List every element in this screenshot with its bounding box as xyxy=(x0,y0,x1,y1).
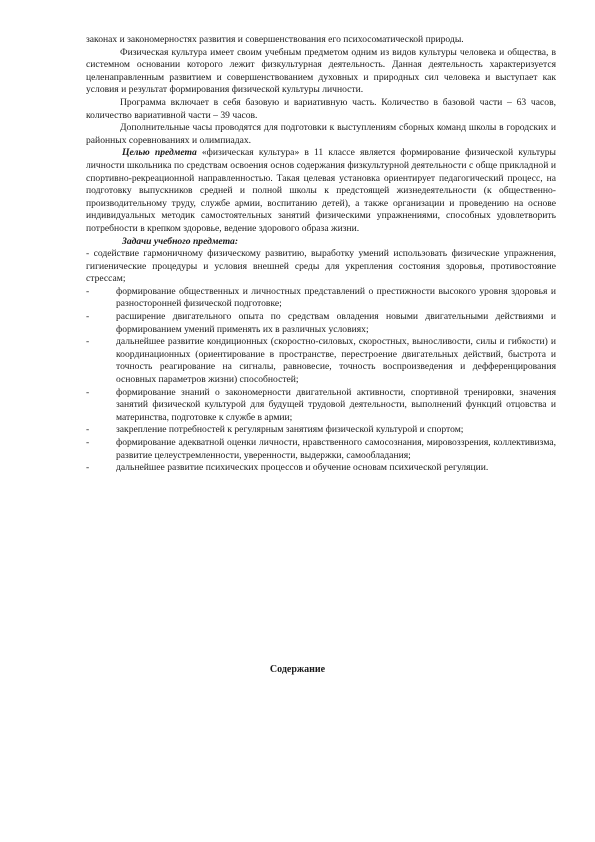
task-item xyxy=(86,387,556,425)
contents-heading: Содержание xyxy=(269,664,326,675)
task-text: формирование общественных и личностных представлений о престижности высокого уровня здоровья и разносторонней физической подготовке; xyxy=(116,285,556,310)
task-dash: - xyxy=(86,311,90,323)
task-item xyxy=(86,424,556,437)
task-dash: - xyxy=(86,336,90,348)
paragraph-subject: Физическая культура имеет своим учебным предметом одним из видов культуры человека и общества, в системном основании которого лежит физкультурная деятельность. Данная деятельность характеризуется целенаправленным развитием и совершенствованием духовных и природных сил человека и выступает как условия и результат формирования физической культуры личности. xyxy=(86,46,556,96)
goal-text: «физическая культура» в 11 классе является формирование физической культуры личности школьника по средствам освоения основ содержания физкультурной деятельности с обще прикладной и спортивно-рекреационной направленностью. Такая целевая установка ориентирует педагогический процесс, на подготовку выпускников средней и полной школы к предстоящей жизнедеятельности (к общественно-производительному труду, службе армии, воспитанию детей), а также организации и проведению на основе индивидуальных методик самостоятельных занятий физическими упражнениями, способных удовлетворить потребности в крепком здоровье, ведение здорового образа жизни. xyxy=(86,147,556,234)
task-dash: - xyxy=(86,462,90,474)
task-dash: - xyxy=(86,285,90,297)
task-text: формирование знаний о закономерности двигательной активности, спортивной тренировки, значения занятий физической культурой для будущей трудовой деятельности, выполнений функций отцовства и материнства, подготовке к службе в армии; xyxy=(116,386,556,423)
task-item: - содействие гармоничному физическому развитию, выработку умений использовать физические упражнения, гигиенические процедуры и условия внешней среды для укрепления состояния здоровья, противостояние стрессам; xyxy=(86,248,556,285)
tasks-heading: Задачи учебного предмета: xyxy=(122,235,239,247)
task-text: расширение двигательного опыта по средствам овладения новыми двигательными действиями и формированием умений применять их в различных условиях; xyxy=(116,311,556,335)
paragraph-extra-hours: Дополнительные часы проводятся для подготовки к выступлениям сборных команд школы в городских и районных соревнованиях и олимпиадах. xyxy=(86,122,556,146)
goal-heading: Целью предмета xyxy=(122,147,197,159)
task-text: формирование адекватной оценки личности, нравственного самосознания, мировоззрения, коллективизма, развитие целеустремленности, уверенности, выдержки, самообладания; xyxy=(116,437,556,461)
task-dash: - xyxy=(86,437,90,448)
intro-continuation: законах и закономерностях развития и совершенствования его психосоматической природы. xyxy=(86,34,464,45)
goal-paragraph xyxy=(86,147,556,235)
task-text: дальнейшее развитие психических процессов и обучение основам психической регуляции. xyxy=(116,462,489,474)
task-item xyxy=(86,462,556,475)
task-item xyxy=(86,311,556,336)
task-item xyxy=(86,286,556,311)
task-text: дальнейшее развитие кондиционных (скоростно-силовых, скоростных, выносливости, силы и гибкости) и координационных (ориентирование в пространстве, перестроение двигательных действий, быстрота и точность реагирование на сигналы, равновесие, точность воспроизведения и дефференцирования основных параметров жизни) способностей; xyxy=(116,336,556,386)
task-item xyxy=(86,437,556,462)
task-dash: - xyxy=(86,386,90,398)
task-text: закрепление потребностей к регулярным занятиям физической культурой и спортом; xyxy=(116,424,464,436)
task-item xyxy=(86,336,556,386)
paragraph-hours: Программа включает в себя базовую и вариативную часть. Количество в базовой части – 63 часов, количество вариативной части – 39 часов. xyxy=(86,96,556,121)
task-dash: - xyxy=(86,424,90,436)
document-body xyxy=(86,34,556,475)
